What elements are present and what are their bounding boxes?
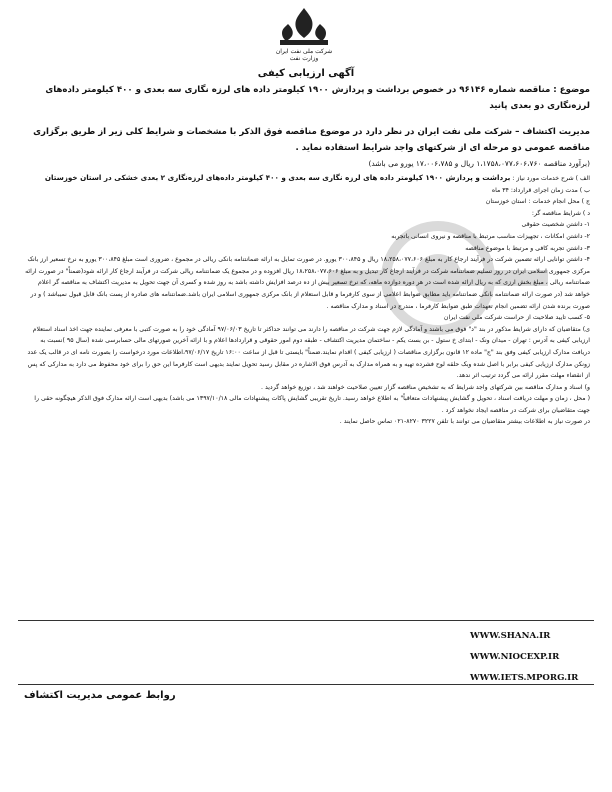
item-a-label: الف ) شرح خدمات مورد نیاز : — [512, 175, 590, 182]
item-h: در صورت نیاز به اطلاعات بیشتر متقاضیان می توانند با تلفن ۳۲۲۷ ۸۲۷۰-۰۲۱ تماس حاصل نمایند . — [339, 418, 590, 426]
link-iets[interactable]: WWW.IETS.MPORG.IR — [470, 673, 579, 683]
item-g: ( محل ، زمان و مهلت دریافت اسناد ، تحویل و گشایش پیشنهادات متعاقباً" به اطلاع خواهد رسید. تاریخ تقریبی گشایش پاکات پیشنهادات مالی ۱۳۹۷/۱۰/۱۸ می باشد) بدیهی است ارائه مدارک فوق الذکر هیچگونه حقی را جهت متقاضیان برای شرکت در مناقصه ایجاد نخواهد کرد . — [34, 395, 590, 414]
company-logo — [266, 6, 342, 72]
item-a — [22, 172, 590, 185]
footer-signature: روابط عمومی مدیریت اکتشاف — [24, 690, 176, 701]
item-a-text: برداشت و پردازش ۱۹۰۰ کیلومتر داده های لرزه نگاری سه بعدی و ۴۰۰ کیلومتر داده‌های لرزه‌نگاری ۲ بعدی خشکی در استان خوزستان — [44, 173, 511, 182]
item-f: و) اسناد و مدارک مناقصه بین شرکتهای واجد شرایط که به تشخیص مناقصه گزار تعیین صلاحیت خواهند شد ، توزیع خواهد گردید . — [261, 383, 590, 391]
link-niocexp[interactable]: WWW.NIOCEXP.IR — [470, 652, 560, 662]
item-e: ی) متقاضیان که دارای شرایط مذکور در بند "د" فوق می باشند و آمادگی لازم جهت شرکت در مناقصه را دارند می توانند حداکثر تا تاریخ ۹۷/۰۶/۰۳ آمادگی خود را به صورت کتبی با معرفی نماینده جهت اخذ اسناد استعلام ارزیابی کیفی به آدرس : تهران - میدان ونک - ابتدای خ ستول - بن بست یکم - ساختمان مدیریت اکتشاف - طبقه دوم امور حقوقی و قراردادها اعلام و با ارائه آخرین صورتهای مالی حسابرسی شده (سال ۹۵ )نسبت به دریافت مدارک ارزیابی کیفی وفق بند "ج" ماده ۱۲ قانون برگزاری مناقصات ( ارزیابی کیفی ) اقدام نمایند.ضمناً" بایستی تا قبل از ساعت ۱۶:۰۰ تاریخ ۹۷/۰۶/۱۷،اطلاعات مورد درخواست را بصورت نامه ای در قالب یک عدد زونکن مدارک ارزیابی کیفی برابر با اصل شده وبک حلقه لوح فشرده تهیه و به همراه مدارک به آدرس فوق الاشاره در مقابل رسید تحویل نمایند بدیهی است کارفرما این حق را برای خود محفوظ می دارد به مدارکی که پس از انقضاء مهلت مقرر ارائه می گردد ترتیب اثر ندهد. — [27, 325, 590, 380]
divider-bottom — [18, 684, 594, 685]
logo-caption-1: شرکت ملی نفت ایران — [275, 48, 333, 55]
item-b: ب ) مدت زمان اجرای قرارداد: ۳۴ ماه — [491, 186, 590, 194]
item-d3: ۳- داشتن تجربه کافی و مرتبط با موضوع مناقصه — [465, 244, 590, 252]
item-d4: ۴- داشتن توانایی ارائه تضمین شرکت در فرآیند ارجاع کار به مبلغ ۱۸،۲۵۸،۰۷۷،۶۰۶ ریال و ۳۰۰،۸۴۵ یورو. در صورت تمایل به ارائه ضمانتنامه بانکی ریالی در مجموع ، ضروری است مبلغ ۳۰۰،۸۴۵ یورو به نرخ تسعیر ارز بانک مرکزی جمهوری اسلامی ایران در روز تسلیم ضمانتنامه شرکت در فرآیند ارجاع کار تبدیل و به مبلغ ۱۸،۲۵۸،۰۷۷،۶۰۶ ریال افزوده و در مجموع یک ضمانتنامه ریالی شرکت در فرآیند ارجاع کار ارائه شود(ضمناً" در صورت ارائه ضمانتنامه ریالی ، مبلغ بخش ارزی که به ریال ارائه شده است در هر دوره دوازده ماهه، که نرخ تسعیر بیش از ده درصد افزایش داشته باشد به روز شده و کسری آن جهت تحویل به مدیریت اکتشاف به مناقصه گر اعلام خواهد شد (در صورت ارائه ضمانتنامه بانکی ضمانتنامه باید مطابق ضوابط اعلامی از سوی کارفرما و قابل استعلام از بانک مرکزی جمهوری اسلامی ایران باشد.ضمانتنامه های صادره از پست بانک قابل قبول نمیباشد ) و در صورت برنده شدن ارائه تضمین انجام تعهدات طبق ضوابط کارفرما ، مندرج در اسناد و مدارک مناقصه . — [25, 256, 590, 310]
intro-paragraph: مدیریت اکتشاف – شرکت ملی نفت ایران در نظر دارد در موضوع مناقصه فوق الذکر با مشخصات و شرایط کلی زیر از طریق برگزاری مناقصه عمومی دو مرحله ای از شرکتهای واجد شرایط استفاده نماید . — [33, 127, 590, 153]
flame-logo-icon — [274, 6, 334, 48]
item-d2: ۲- داشتن امکانات ، تجهیزات مناسب مرتبط با مناقصه و نیروی انسانی باتجربه — [391, 232, 590, 240]
item-d: د ) شرایط مناقصه گر: — [531, 209, 590, 217]
tender-subject: موضوع : مناقصه شماره ۹۶۱۴۶ در خصوص برداشت و پردازش ۱۹۰۰ کیلومتر داده های لرزه نگاری سه بعدی و ۴۰۰ کیلومتر داده‌های لرزه‌نگاری دو بعدی پانید — [45, 85, 590, 111]
item-c: ج ) محل انجام خدمات : استان خوزستان — [485, 198, 590, 206]
tender-estimate: (برآورد مناقصه ۱،۱۷۵۸،۰۷۷،۶۰۶،۷۶۰ ریال و ۱۷،۰۰۶،۷۸۵ یورو می باشد) — [368, 159, 590, 168]
notice-body — [22, 172, 590, 428]
website-links — [470, 626, 578, 689]
item-d1: ۱- داشتن شخصیت حقوقی — [521, 221, 590, 229]
link-shana[interactable]: WWW.SHANA.IR — [470, 631, 551, 641]
logo-caption-2: وزارت نفت — [289, 55, 319, 62]
item-d5: ۵- کسب تایید صلاحیت از حراست شرکت ملی نفت ایران — [443, 314, 590, 322]
notice-title: آگهی ارزیابی کیفی — [257, 68, 355, 79]
divider-top — [18, 620, 594, 621]
